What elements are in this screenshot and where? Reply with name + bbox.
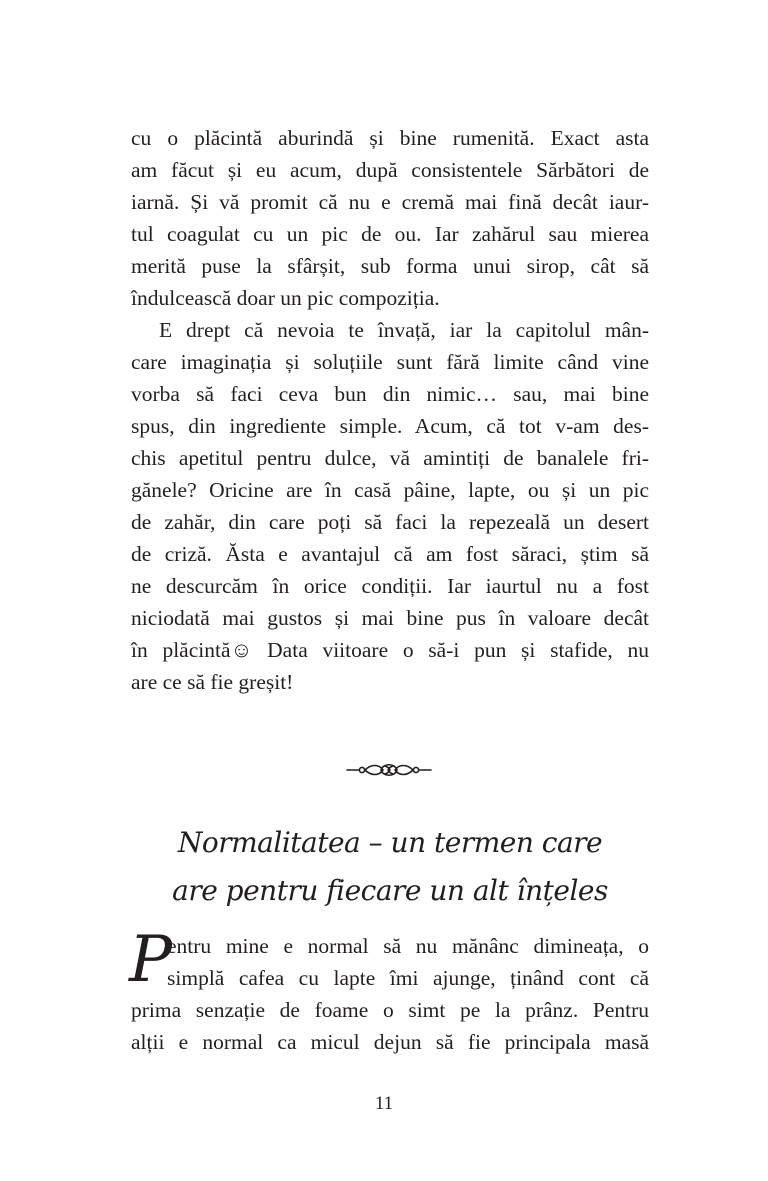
drop-cap: P xyxy=(129,923,173,997)
text-line: tul coagulat cu un pic de ou. Iar zahărul sau mierea xyxy=(131,222,649,246)
text-line: chis apetitul pentru dulce, vă amintiți de banalele fri- xyxy=(131,446,649,470)
heading-line-2: are pentru fiecare un alt înțeles xyxy=(172,874,608,907)
text-line: gănele? Oricine are în casă pâine, lapte, ou și un pic xyxy=(131,478,649,502)
text-line: ne descurcăm în orice condiții. Iar iaurtul nu a fost xyxy=(131,574,649,598)
text-line: care imaginația și soluțiile sunt fără limite când vine xyxy=(131,350,649,374)
page-number: 11 xyxy=(374,1093,394,1114)
text-line: prima senzație de foame o simt pe la prânz. Pentru xyxy=(131,998,649,1022)
text-line: merită puse la sfârșit, sub forma unui sirop, cât să xyxy=(131,254,649,278)
text-line: vorba să faci ceva bun din nimic… sau, mai bine xyxy=(131,382,649,406)
text-line: spus, din ingrediente simple. Acum, că tot v-am des- xyxy=(131,414,649,438)
text-line: am făcut și eu acum, după consistentele Sărbători de xyxy=(131,158,649,182)
text-line: E drept că nevoia te învață, iar la capitolul mân- xyxy=(159,318,649,342)
text-line: cu o plăcintă aburindă și bine rumenită. Exact asta xyxy=(131,126,649,150)
text-line: entru mine e normal să nu mănânc dimineața, o xyxy=(167,934,649,958)
scroll-flourish-icon xyxy=(345,758,433,782)
text-line: în plăcintă☺ Data viitoare o să-i pun și stafide, nu xyxy=(131,638,649,662)
text-line: de zahăr, din care poți să faci la repezeală un desert xyxy=(131,510,649,534)
text-line: de criză. Ăsta e avantajul că am fost săraci, știm să xyxy=(131,542,649,566)
text-line: alții e normal ca micul dejun să fie principala masă xyxy=(131,1030,649,1054)
text-line: niciodată mai gustos și mai bine pus în valoare decât xyxy=(131,606,649,630)
heading-line-1: Normalitatea – un termen care xyxy=(177,826,603,859)
text-line: îndulcească doar un pic compoziția. xyxy=(131,286,440,310)
text-line: simplă cafea cu lapte îmi ajunge, ținând cont că xyxy=(167,966,649,990)
text-line: iarnă. Și vă promit că nu e cremă mai fină decât iaur- xyxy=(131,190,649,214)
text-line: are ce să fie greșit! xyxy=(131,670,294,694)
